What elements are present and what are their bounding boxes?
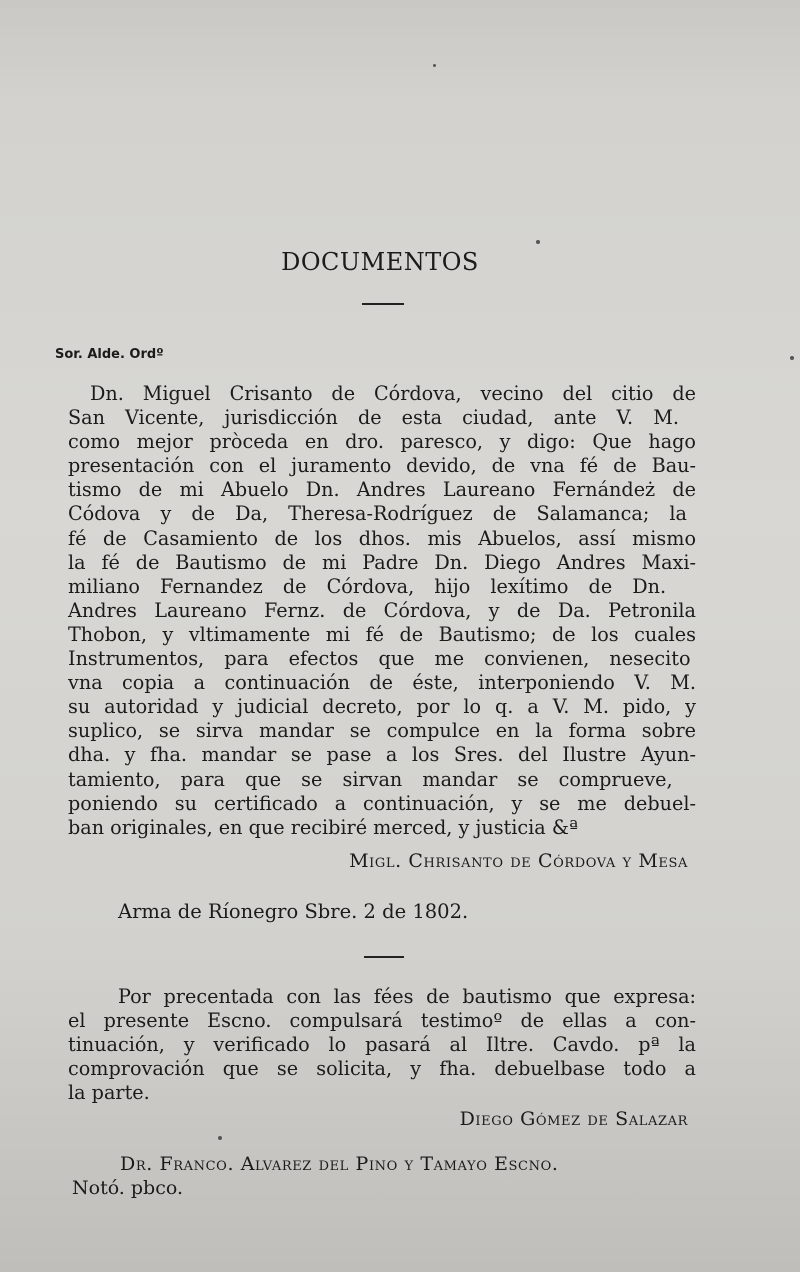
text-line: Andres Laureano Fernz. de Córdova, y de Da. Petronila [68, 598, 696, 622]
notary-title: Notó. pbco. [72, 1177, 183, 1199]
text-line: San Vicente, jurisdicción de esta ciudad, ante V. M. [68, 406, 679, 430]
text-line: miliano Fernandez de Córdova, hijo lexítimo de Dn. [68, 574, 667, 598]
paper-speck [218, 1136, 222, 1140]
text-line: ban originales, en que recibiré merced, y justicia &ª [68, 815, 579, 839]
decree-paragraph [68, 985, 696, 1105]
petition-paragraph [68, 382, 696, 840]
divider [362, 303, 404, 305]
divider [364, 956, 404, 958]
place-date: Arma de Ríonegro Sbre. 2 de 1802. [118, 900, 469, 923]
text-line: Por precentada con las fées de bautismo que expresa: [118, 985, 696, 1008]
text-line: Dn. Miguel Crisanto de Córdova, vecino del citio de [90, 382, 696, 405]
text-line: el presente Escno. compulsará testimoº de ellas a con- [68, 1009, 696, 1033]
text-line: tinuación, y verificado lo pasará al Iltre. Cavdo. pª la [68, 1033, 696, 1057]
text-line: comprovación que se solicita, y fha. debuelbase todo a [68, 1057, 696, 1081]
text-line: Códova y de Da, Theresa-Rodríguez de Salamanca; la [68, 502, 687, 526]
page-title: DOCUMENTOS [281, 248, 479, 276]
paper-speck [433, 64, 436, 67]
paper-speck [790, 356, 794, 360]
text-line: como mejor pròceda en dro. paresco, y digo: Que hago [68, 430, 696, 454]
text-line: vna copia a continuación de éste, interponiendo V. M. [68, 671, 696, 695]
salutation: Sor. Alde. Ordº [55, 347, 164, 362]
text-line: fé de Casamiento de los dhos. mis Abuelos, assí mismo [68, 526, 696, 550]
text-line: tamiento, para que se sirvan mandar se comprueve, [68, 767, 673, 791]
text-line: la parte. [68, 1081, 150, 1105]
text-line: dha. y fha. mandar se pase a los Sres. del Ilustre Ayun- [68, 743, 696, 767]
paper-speck [536, 240, 540, 244]
text-line: suplico, se sirva mandar se compulce en la forma sobre [68, 719, 696, 743]
text-line: Instrumentos, para efectos que me convienen, nesecito [68, 647, 691, 671]
signature-petitioner: Migl. Chrisanto de Córdova y Mesa [349, 850, 688, 872]
text-line: tismo de mi Abuelo Dn. Andres Laureano Fernándeż de [68, 478, 696, 502]
text-line: poniendo su certificado a continuación, y se me debuel- [68, 791, 696, 815]
signature-alcalde: Diego Gómez de Salazar [459, 1108, 688, 1130]
text-line: su autoridad y judicial decreto, por lo q. a V. M. pido, y [68, 695, 696, 719]
text-line: Thobon, y vltimamente mi fé de Bautismo; de los cuales [68, 622, 696, 646]
text-line: presentación con el juramento devido, de vna fé de Bau- [68, 454, 696, 478]
signature-notary: Dr. Franco. Alvarez del Pino y Tamayo Escno. [120, 1153, 559, 1175]
text-line: la fé de Bautismo de mi Padre Dn. Diego Andres Maxi- [68, 550, 696, 574]
